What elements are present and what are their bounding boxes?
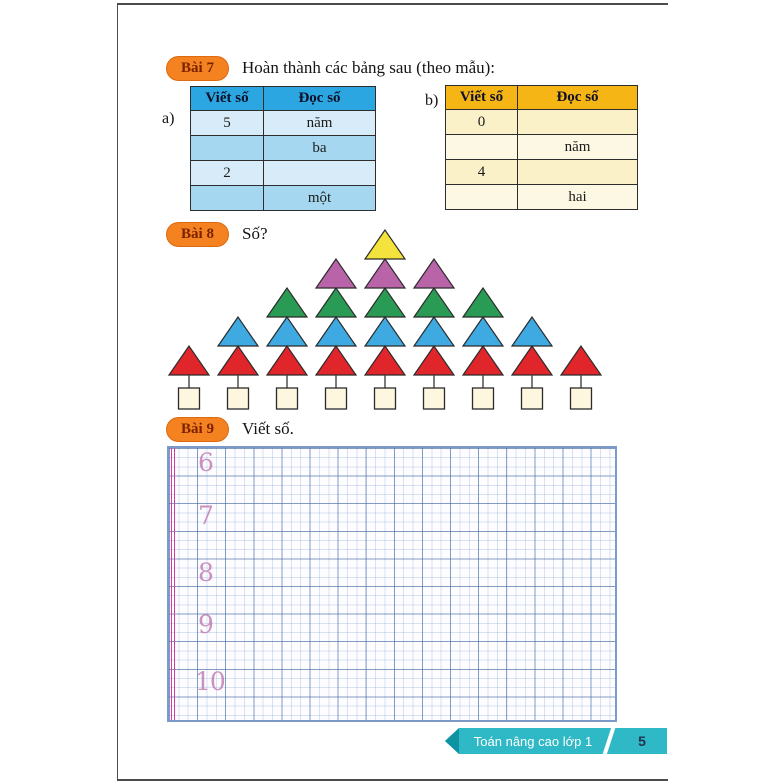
green-triangle <box>267 288 307 317</box>
table-value-cell: năm <box>264 111 376 136</box>
purple-triangle <box>316 259 356 288</box>
exercise8-title: Số? <box>242 224 268 243</box>
answer-box <box>179 388 200 409</box>
red-triangle <box>169 346 209 375</box>
handwritten-number-10: 10 <box>195 667 225 696</box>
exercise7-badge <box>166 56 229 81</box>
handwritten-number-8: 8 <box>198 558 213 587</box>
purple-triangle <box>365 259 405 288</box>
table-value-cell: 2 <box>191 161 264 186</box>
table-b-label: b) <box>425 92 439 109</box>
table-value-cell: 5 <box>191 111 264 136</box>
blue-triangle <box>267 317 307 346</box>
blue-triangle <box>512 317 552 346</box>
table-empty-cell <box>518 110 638 135</box>
footer-banner-arrow-icon <box>445 728 459 754</box>
table-empty-cell <box>446 185 518 210</box>
table-value-cell: một <box>264 186 376 211</box>
green-triangle <box>414 288 454 317</box>
answer-box <box>571 388 592 409</box>
handwritten-number-9: 9 <box>198 610 213 639</box>
red-triangle <box>218 346 258 375</box>
exercise8-badge-label: Bài 8 <box>181 226 214 242</box>
exercise7-table <box>190 86 376 211</box>
table-empty-cell <box>191 186 264 211</box>
exercise9-badge-label: Bài 9 <box>181 421 214 437</box>
answer-box <box>522 388 543 409</box>
red-triangle <box>512 346 552 375</box>
footer-banner <box>445 728 667 754</box>
table-header-cell: Viết số <box>191 87 264 111</box>
blue-triangle <box>218 317 258 346</box>
blue-triangle <box>463 317 503 346</box>
blue-triangle <box>316 317 356 346</box>
red-triangle <box>414 346 454 375</box>
red-triangle <box>267 346 307 375</box>
answer-box <box>228 388 249 409</box>
table-value-cell: ba <box>264 136 376 161</box>
answer-box <box>277 388 298 409</box>
table-a <box>190 86 376 211</box>
red-triangle <box>463 346 503 375</box>
table-value-cell: 0 <box>446 110 518 135</box>
table-value-cell: 4 <box>446 160 518 185</box>
table-header-cell: Đọc số <box>264 87 376 111</box>
table-value-cell: năm <box>518 135 638 160</box>
table-empty-cell <box>446 135 518 160</box>
blue-triangle <box>414 317 454 346</box>
blue-triangle <box>365 317 405 346</box>
table-header-cell: Viết số <box>446 86 518 110</box>
table-b <box>445 85 638 210</box>
purple-triangle <box>414 259 454 288</box>
table-a-label: a) <box>162 110 175 127</box>
table-empty-cell <box>191 136 264 161</box>
green-triangle <box>316 288 356 317</box>
red-triangle <box>561 346 601 375</box>
answer-box <box>375 388 396 409</box>
exercise7-table <box>445 85 638 210</box>
exercise7-badge-label: Bài 7 <box>181 60 214 76</box>
handwritten-number-7: 7 <box>198 501 213 530</box>
red-triangle <box>316 346 356 375</box>
answer-box <box>473 388 494 409</box>
green-triangle <box>463 288 503 317</box>
exercise9-title: Viết số. <box>242 419 294 438</box>
exercise7-title: Hoàn thành các bảng sau (theo mẫu): <box>242 58 496 77</box>
answer-box <box>326 388 347 409</box>
footer-book-title: Toán nâng cao lớp 1 <box>473 733 593 749</box>
yellow-triangle <box>365 230 405 259</box>
handwritten-number-6: 6 <box>198 448 213 477</box>
green-triangle <box>365 288 405 317</box>
red-triangle <box>365 346 405 375</box>
footer-page-number: 5 <box>638 733 646 749</box>
exercise9-badge <box>166 417 229 442</box>
table-empty-cell <box>518 160 638 185</box>
table-value-cell: hai <box>518 185 638 210</box>
table-empty-cell <box>264 161 376 186</box>
table-header-cell: Đọc số <box>518 86 638 110</box>
writing-grid <box>167 446 617 722</box>
triangle-pyramid <box>165 228 605 413</box>
answer-box <box>424 388 445 409</box>
grid-margin-line <box>171 448 175 720</box>
